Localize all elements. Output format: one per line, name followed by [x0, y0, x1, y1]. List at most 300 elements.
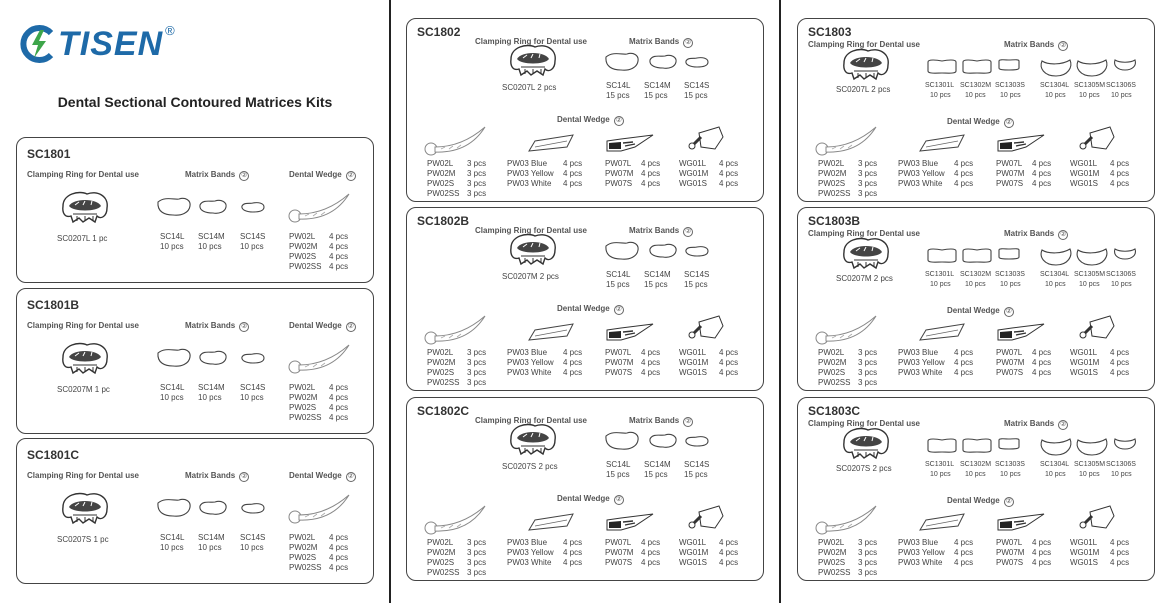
registered-mark: ®: [165, 22, 175, 38]
item-code: PW07M: [996, 358, 1025, 367]
matrix-band-1302m-icon: [960, 57, 994, 77]
matrix-band-1301l-icon: [925, 57, 959, 77]
item-qty: 4 pcs: [1110, 179, 1130, 188]
item-qty: 3 pcs: [467, 368, 487, 377]
band-qty: 10 pcs: [1000, 92, 1021, 99]
item-qty: 4 pcs: [641, 538, 661, 547]
item-qty: 4 pcs: [563, 368, 583, 377]
dental-wedge-wg01-icon: [1078, 123, 1116, 153]
matrix-band-large-icon: [603, 51, 641, 73]
item-qty: 4 pcs: [954, 548, 974, 557]
item-code: PW02L: [289, 232, 316, 241]
dental-wedge-pw02-icon: [423, 312, 489, 346]
item-qty: 4 pcs: [1032, 358, 1052, 367]
item-code: WG01S: [679, 558, 708, 567]
band-qty: 10 pcs: [1111, 471, 1132, 478]
section-header: [185, 170, 249, 181]
section-header-label: Dental Wedge: [557, 115, 610, 124]
item-code: PW07M: [605, 358, 634, 367]
section-header-label: Dental Wedge: [289, 471, 342, 480]
clamping-ring-icon: [57, 339, 113, 379]
item-code: PW02L: [427, 159, 454, 168]
matrix-band-large-icon: [155, 497, 193, 519]
band-code: SC1305M: [1074, 271, 1106, 278]
item-qty: 4 pcs: [1110, 348, 1130, 357]
item-qty: 4 pcs: [1110, 169, 1130, 178]
band-code: SC1306S: [1106, 82, 1136, 89]
quantity-badge: ②: [347, 172, 354, 179]
band-qty: 15 pcs: [644, 280, 668, 289]
section-header: [629, 37, 693, 48]
section-header: [185, 471, 249, 482]
kit-panel-sc1801c: [16, 438, 374, 584]
item-code: PW02S: [427, 368, 455, 377]
section-header-label: Dental Wedge: [557, 304, 610, 313]
section-header: [557, 304, 624, 315]
item-qty: 4 pcs: [329, 393, 349, 402]
dental-wedge-wg01-icon: [1078, 502, 1116, 532]
section-header: [289, 321, 356, 332]
item-code: WG01L: [1070, 348, 1098, 357]
matrix-band-1303s-icon: [996, 246, 1022, 262]
item-code: PW02SS: [818, 568, 851, 577]
section-header-label: Clamping Ring for Dental use: [808, 40, 921, 49]
item-code: PW07M: [996, 548, 1025, 557]
item-code: PW03 White: [898, 368, 943, 377]
item-code: PW07S: [996, 179, 1024, 188]
item-qty: 4 pcs: [1032, 558, 1052, 567]
section-header: [1004, 229, 1068, 240]
band-code: SC1302M: [960, 271, 992, 278]
dental-wedge-pw02-icon: [814, 123, 880, 157]
section-header-label: Dental Wedge: [947, 496, 1000, 505]
item-code: WG01M: [1070, 358, 1100, 367]
section-header: [557, 115, 624, 126]
section-header-label: Matrix Bands: [629, 37, 680, 46]
item-code: PW07M: [605, 169, 634, 178]
section-header-label: Clamping Ring for Dental use: [27, 170, 140, 179]
item-qty: 4 pcs: [329, 262, 349, 271]
dental-wedge-wg01-icon: [687, 123, 725, 153]
item-code: PW07L: [605, 348, 632, 357]
item-code: WG01M: [679, 358, 709, 367]
item-code: PW03 Yellow: [507, 169, 554, 178]
item-code: PW02SS: [427, 378, 460, 387]
matrix-band-1304l-icon: [1038, 57, 1074, 79]
band-code: SC14L: [606, 81, 631, 90]
item-qty: 4 pcs: [954, 179, 974, 188]
item-qty: 3 pcs: [858, 558, 878, 567]
item-code: PW03 Blue: [898, 538, 939, 547]
band-qty: 10 pcs: [160, 543, 184, 552]
band-code: SC14M: [198, 533, 225, 542]
section-header-label: Clamping Ring for Dental use: [27, 321, 140, 330]
band-code: SC14S: [684, 270, 710, 279]
quantity-badge: ②: [615, 496, 622, 503]
item-qty: 4 pcs: [719, 179, 739, 188]
item-code: PW02S: [818, 179, 846, 188]
item-qty: 3 pcs: [858, 358, 878, 367]
item-code: PW02L: [427, 538, 454, 547]
quantity-badge: ②: [1060, 231, 1067, 238]
item-code: PW03 Blue: [507, 538, 548, 547]
item-qty: 4 pcs: [563, 358, 583, 367]
section-header-label: Clamping Ring for Dental use: [808, 229, 921, 238]
section-header-label: Matrix Bands: [629, 226, 680, 235]
item-qty: 3 pcs: [467, 179, 487, 188]
item-qty: 4 pcs: [329, 543, 349, 552]
section-header: [947, 117, 1014, 128]
item-qty: 4 pcs: [1110, 358, 1130, 367]
kit-panel-sc1803: [797, 18, 1155, 202]
band-qty: 10 pcs: [930, 471, 951, 478]
band-code: SC1303S: [995, 82, 1025, 89]
band-qty: 10 pcs: [965, 92, 986, 99]
quantity-badge: ②: [1060, 421, 1067, 428]
item-code: WG01L: [1070, 159, 1098, 168]
item-qty: 4 pcs: [641, 558, 661, 567]
item-qty: 4 pcs: [563, 159, 583, 168]
item-code: PW07M: [996, 169, 1025, 178]
band-qty: 10 pcs: [198, 242, 222, 251]
quantity-badge: ②: [1005, 119, 1012, 126]
band-qty: 15 pcs: [644, 470, 668, 479]
item-qty: 4 pcs: [329, 383, 349, 392]
item-qty: 3 pcs: [467, 348, 487, 357]
item-qty: 3 pcs: [858, 179, 878, 188]
item-qty: 3 pcs: [858, 348, 878, 357]
dental-wedge-wg01-icon: [687, 312, 725, 342]
item-code: WG01L: [679, 159, 707, 168]
item-code: PW02SS: [427, 189, 460, 198]
section-header-label: Matrix Bands: [185, 170, 236, 179]
section-header-label: Matrix Bands: [1004, 419, 1055, 428]
item-code: PW02L: [818, 159, 845, 168]
kit-panel-sc1801: [16, 137, 374, 283]
brand-mark-icon: [18, 24, 58, 64]
quantity-badge: ②: [1005, 308, 1012, 315]
item-qty: 4 pcs: [329, 553, 349, 562]
matrix-band-1303s-icon: [996, 57, 1022, 73]
ring-code: SC0207L 2 pcs: [502, 83, 557, 92]
kit-panel-sc1803b: [797, 207, 1155, 391]
item-qty: 4 pcs: [641, 548, 661, 557]
band-qty: 10 pcs: [198, 543, 222, 552]
item-qty: 3 pcs: [858, 548, 878, 557]
item-code: PW07L: [996, 159, 1023, 168]
item-code: PW02M: [818, 548, 847, 557]
matrix-band-small-icon: [683, 434, 711, 448]
item-code: WG01S: [1070, 558, 1099, 567]
item-code: PW03 White: [507, 558, 552, 567]
matrix-band-small-icon: [239, 351, 267, 365]
item-qty: 4 pcs: [563, 548, 583, 557]
matrix-band-small-icon: [239, 501, 267, 515]
band-code: SC1304L: [1040, 461, 1070, 468]
band-code: SC14M: [644, 81, 671, 90]
band-code: SC14M: [198, 232, 225, 241]
band-code: SC1301L: [925, 271, 955, 278]
band-qty: 10 pcs: [930, 92, 951, 99]
dental-wedge-icon: [287, 341, 353, 375]
band-qty: 10 pcs: [1079, 92, 1100, 99]
band-code: SC14M: [198, 383, 225, 392]
item-code: PW03 Blue: [507, 159, 548, 168]
band-qty: 10 pcs: [160, 393, 184, 402]
kit-panel-sc1802: [406, 18, 764, 202]
section-header-label: Matrix Bands: [1004, 229, 1055, 238]
clamping-ring-icon: [505, 230, 561, 270]
item-qty: 3 pcs: [467, 159, 487, 168]
item-qty: 4 pcs: [329, 403, 349, 412]
item-code: PW03 Yellow: [898, 548, 945, 557]
item-qty: 3 pcs: [467, 189, 487, 198]
item-code: PW03 Blue: [898, 348, 939, 357]
section-header: [557, 494, 624, 505]
section-header: [1004, 40, 1068, 51]
matrix-band-medium-icon: [197, 349, 229, 367]
quantity-badge: ②: [241, 172, 248, 179]
item-code: WG01M: [679, 548, 709, 557]
dental-wedge-pw03-icon: [918, 322, 966, 344]
dental-wedge-pw07-icon: [605, 512, 655, 534]
item-code: PW02L: [818, 348, 845, 357]
item-qty: 4 pcs: [641, 358, 661, 367]
item-qty: 4 pcs: [329, 533, 349, 542]
band-code: SC1305M: [1074, 461, 1106, 468]
section-header-label: Dental Wedge: [289, 170, 342, 179]
matrix-band-1306s-icon: [1112, 57, 1138, 73]
item-code: PW07M: [605, 548, 634, 557]
item-qty: 4 pcs: [329, 232, 349, 241]
kit-code: SC1802: [417, 25, 461, 39]
band-code: SC14L: [606, 460, 631, 469]
item-qty: 4 pcs: [719, 348, 739, 357]
kit-code: SC1801B: [27, 298, 80, 312]
band-code: SC14M: [644, 270, 671, 279]
item-qty: 3 pcs: [467, 169, 487, 178]
item-qty: 3 pcs: [467, 538, 487, 547]
item-qty: 4 pcs: [1032, 179, 1052, 188]
item-code: PW07S: [996, 368, 1024, 377]
section-header-label: Dental Wedge: [947, 117, 1000, 126]
matrix-band-1305m-icon: [1074, 57, 1110, 79]
ring-code: SC0207S 2 pcs: [836, 464, 892, 473]
band-code: SC14S: [240, 533, 266, 542]
item-code: PW03 Yellow: [507, 548, 554, 557]
item-code: PW02M: [289, 242, 318, 251]
item-code: PW02L: [289, 533, 316, 542]
item-code: PW02SS: [818, 189, 851, 198]
item-qty: 4 pcs: [1110, 558, 1130, 567]
item-code: PW02S: [427, 179, 455, 188]
ring-code: SC0207M 1 pc: [57, 385, 110, 394]
item-qty: 4 pcs: [954, 159, 974, 168]
section-header: [629, 226, 693, 237]
item-qty: 4 pcs: [641, 368, 661, 377]
dental-wedge-pw03-icon: [918, 133, 966, 155]
item-qty: 4 pcs: [1032, 348, 1052, 357]
section-header: [27, 321, 139, 330]
item-qty: 4 pcs: [719, 358, 739, 367]
item-code: PW07S: [605, 179, 633, 188]
item-qty: 4 pcs: [954, 558, 974, 567]
dental-wedge-pw02-icon: [423, 502, 489, 536]
kit-panel-sc1802b: [406, 207, 764, 391]
brand-logo: [18, 24, 175, 64]
item-code: PW02S: [427, 558, 455, 567]
quantity-badge: ②: [615, 117, 622, 124]
section-header-label: Matrix Bands: [629, 416, 680, 425]
item-qty: 4 pcs: [1110, 548, 1130, 557]
band-code: SC14S: [240, 383, 266, 392]
item-qty: 4 pcs: [641, 348, 661, 357]
clamping-ring-icon: [505, 420, 561, 460]
section-header-label: Dental Wedge: [289, 321, 342, 330]
band-code: SC14S: [684, 460, 710, 469]
section-header-label: Dental Wedge: [947, 306, 1000, 315]
dental-wedge-pw07-icon: [996, 512, 1046, 534]
item-qty: 4 pcs: [954, 169, 974, 178]
kit-code: SC1801C: [27, 448, 80, 462]
band-qty: 10 pcs: [160, 242, 184, 251]
band-qty: 15 pcs: [684, 280, 708, 289]
item-code: PW07L: [605, 159, 632, 168]
item-code: PW02S: [289, 403, 317, 412]
page-title: Dental Sectional Contoured Matrices Kits: [57, 94, 333, 110]
item-code: WG01S: [1070, 368, 1099, 377]
kit-panel-sc1802c: [406, 397, 764, 581]
ring-code: SC0207L 1 pc: [57, 234, 108, 243]
band-qty: 10 pcs: [240, 393, 264, 402]
item-code: WG01S: [679, 368, 708, 377]
item-qty: 4 pcs: [719, 169, 739, 178]
dental-wedge-icon: [287, 190, 353, 224]
item-code: PW03 Yellow: [507, 358, 554, 367]
band-code: SC14L: [606, 270, 631, 279]
band-qty: 10 pcs: [1079, 281, 1100, 288]
band-qty: 15 pcs: [606, 280, 630, 289]
dental-wedge-icon: [287, 491, 353, 525]
matrix-band-medium-icon: [197, 499, 229, 517]
band-code: SC1303S: [995, 271, 1025, 278]
item-qty: 4 pcs: [1032, 548, 1052, 557]
band-code: SC1304L: [1040, 82, 1070, 89]
dental-wedge-pw03-icon: [527, 512, 575, 534]
item-code: PW02SS: [818, 378, 851, 387]
matrix-band-1305m-icon: [1074, 246, 1110, 268]
band-qty: 10 pcs: [1111, 281, 1132, 288]
item-qty: 3 pcs: [858, 368, 878, 377]
item-code: WG01M: [1070, 169, 1100, 178]
item-qty: 4 pcs: [719, 548, 739, 557]
dental-wedge-wg01-icon: [687, 502, 725, 532]
section-header-label: Dental Wedge: [557, 494, 610, 503]
dental-wedge-pw03-icon: [527, 322, 575, 344]
item-code: PW02SS: [289, 262, 322, 271]
dental-wedge-wg01-icon: [1078, 312, 1116, 342]
band-qty: 15 pcs: [606, 91, 630, 100]
band-code: SC1301L: [925, 82, 955, 89]
ring-code: SC0207M 2 pcs: [502, 272, 559, 281]
item-code: PW02M: [427, 548, 456, 557]
matrix-band-1302m-icon: [960, 246, 994, 266]
dental-wedge-pw02-icon: [423, 123, 489, 157]
item-code: PW03 White: [898, 558, 943, 567]
quantity-badge: ②: [347, 323, 354, 330]
item-code: PW07L: [996, 348, 1023, 357]
item-code: PW02M: [818, 169, 847, 178]
item-code: PW03 Blue: [507, 348, 548, 357]
section-header: [289, 471, 356, 482]
section-header: [947, 306, 1014, 317]
kit-panel-sc1801b: [16, 288, 374, 434]
section-header-label: Matrix Bands: [185, 321, 236, 330]
matrix-band-1306s-icon: [1112, 436, 1138, 452]
item-code: PW02S: [818, 558, 846, 567]
item-qty: 4 pcs: [563, 179, 583, 188]
matrix-band-large-icon: [603, 240, 641, 262]
item-code: WG01S: [679, 179, 708, 188]
section-header-label: Matrix Bands: [185, 471, 236, 480]
matrix-band-1302m-icon: [960, 436, 994, 456]
band-code: SC14M: [644, 460, 671, 469]
item-qty: 4 pcs: [1032, 169, 1052, 178]
matrix-band-medium-icon: [647, 242, 679, 260]
section-header-label: Clamping Ring for Dental use: [808, 419, 921, 428]
quantity-badge: ②: [685, 418, 692, 425]
band-qty: 10 pcs: [240, 543, 264, 552]
matrix-band-medium-icon: [197, 198, 229, 216]
matrix-band-1304l-icon: [1038, 436, 1074, 458]
matrix-band-1306s-icon: [1112, 246, 1138, 262]
dental-wedge-pw07-icon: [996, 322, 1046, 344]
section-header: [947, 496, 1014, 507]
item-code: WG01L: [679, 348, 707, 357]
kit-code: SC1801: [27, 147, 71, 161]
band-qty: 10 pcs: [965, 471, 986, 478]
item-qty: 4 pcs: [329, 242, 349, 251]
matrix-band-1303s-icon: [996, 436, 1022, 452]
band-code: SC1304L: [1040, 271, 1070, 278]
dental-wedge-pw02-icon: [814, 312, 880, 346]
matrix-band-large-icon: [155, 347, 193, 369]
band-code: SC14S: [684, 81, 710, 90]
item-code: PW02S: [289, 553, 317, 562]
item-code: PW03 Blue: [898, 159, 939, 168]
band-code: SC14L: [160, 383, 185, 392]
item-qty: 4 pcs: [563, 348, 583, 357]
dental-wedge-pw03-icon: [918, 512, 966, 534]
quantity-badge: ②: [347, 473, 354, 480]
section-header-label: Clamping Ring for Dental use: [475, 226, 588, 235]
band-qty: 10 pcs: [198, 393, 222, 402]
section-header: [185, 321, 249, 332]
section-header: [27, 170, 139, 179]
item-qty: 4 pcs: [1110, 538, 1130, 547]
quantity-badge: ②: [1005, 498, 1012, 505]
item-qty: 4 pcs: [563, 538, 583, 547]
band-qty: 10 pcs: [240, 242, 264, 251]
item-qty: 4 pcs: [1032, 368, 1052, 377]
item-qty: 3 pcs: [467, 358, 487, 367]
item-code: PW07L: [605, 538, 632, 547]
kit-code: SC1803: [808, 25, 852, 39]
item-qty: 4 pcs: [563, 558, 583, 567]
item-code: PW02SS: [289, 413, 322, 422]
band-qty: 15 pcs: [684, 470, 708, 479]
item-code: PW02SS: [289, 563, 322, 572]
